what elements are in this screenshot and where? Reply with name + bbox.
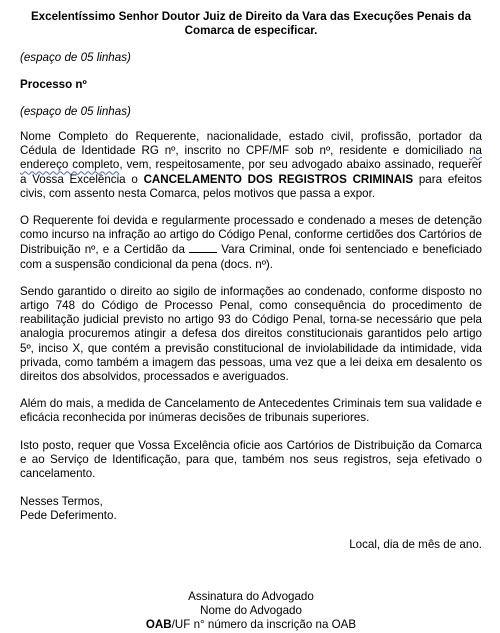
oab-label: OAB bbox=[145, 618, 172, 632]
p1-bold-request: CANCELAMENTO DOS REGISTROS CRIMINAIS bbox=[143, 172, 414, 186]
p1-text-before: Nome Completo do Requerente, nacionalidade, estado civil, profissão, portador da Cédula de Identidade RG nº, inscrito no CPF/MF sob nº, residente e domiciliado bbox=[20, 130, 482, 158]
closing-line-2: Pede Deferimento. bbox=[20, 509, 117, 523]
spellcheck-underlined-text: na endereço completo bbox=[20, 144, 482, 172]
signature-line-1: Assinatura do Advogado bbox=[188, 589, 314, 603]
paragraph-jurisprudence: Além do mais, a medida de Cancelamento de Antecedentes Criminais tem sua validade e eficácia reconhecida por inúmeras decisões de tribunais superiores. bbox=[20, 397, 482, 425]
signature-block bbox=[20, 590, 482, 633]
p2-text-after: Vara Criminal, onde foi sentenciado e beneficiado com a suspensão condicional da pena (docs. nº). bbox=[20, 243, 482, 271]
paragraph-qualification bbox=[20, 130, 482, 201]
closing-line-1: Nesses Termos, bbox=[20, 495, 103, 509]
oab-number-text: /UF n° número da inscrição na OAB bbox=[171, 618, 357, 632]
paragraph-facts bbox=[20, 214, 482, 272]
document-title: Excelentíssimo Senhor Doutor Juiz de Direito da Vara das Execuções Penais da Comarca de especificar. bbox=[30, 10, 472, 38]
p2-text-before: O Requerente foi devida e regularmente processado e condenado a meses de detenção como incurso na infração ao artigo do Código Penal, conforme certidões dos Cartórios de Distribuição nº, e a Certidão da bbox=[20, 214, 482, 257]
document-page bbox=[20, 10, 482, 633]
signature-line-2: Nome do Advogado bbox=[200, 604, 302, 618]
paragraph-request: Isto posto, requer que Vossa Excelência oficie aos Cartórios de Distribuição da Comarca e ao Serviço de Identificação, para que, também nos seus registros, seja efetivado o cancelamento. bbox=[20, 438, 482, 481]
closing-block bbox=[20, 495, 482, 523]
p1-text-middle: , vem, respeitosamente, por seu advogado abaixo assinado, requerer a Vossa Excelência o bbox=[20, 158, 483, 186]
p1-text-after: para efeitos civis, com assento nesta Comarca, pelos motivos que passa a expor. bbox=[20, 172, 482, 200]
paragraph-legal-basis: Sendo garantido o direito ao sigilo de informações ao condenado, conforme disposto no artigo 748 do Código de Processo Penal, como consequência do procedimento de reabilitação judicial previsto no artigo 93 do Código Penal, torna-se necessário que pela analogia procuremos atingir a defesa dos direitos constitucionais garantidos pelo artigo 5º, inciso X, que contém a previsão constitucional de inviolabilidade da intimidade, vida privada, como também a imagem das pessoas, uma vez que a lei deixa em desalento os direitos dos absolvidos, processados e averiguados. bbox=[20, 284, 482, 384]
spacing-note: (espaço de 05 linhas) bbox=[20, 51, 131, 65]
place-date: Local, dia de mês de ano. bbox=[349, 537, 482, 551]
signature-line-3 bbox=[20, 618, 482, 632]
fill-in-blank bbox=[189, 242, 217, 253]
process-label: Processo nº bbox=[20, 77, 87, 91]
spacing-note-2: (espaço de 05 linhas) bbox=[20, 104, 131, 118]
